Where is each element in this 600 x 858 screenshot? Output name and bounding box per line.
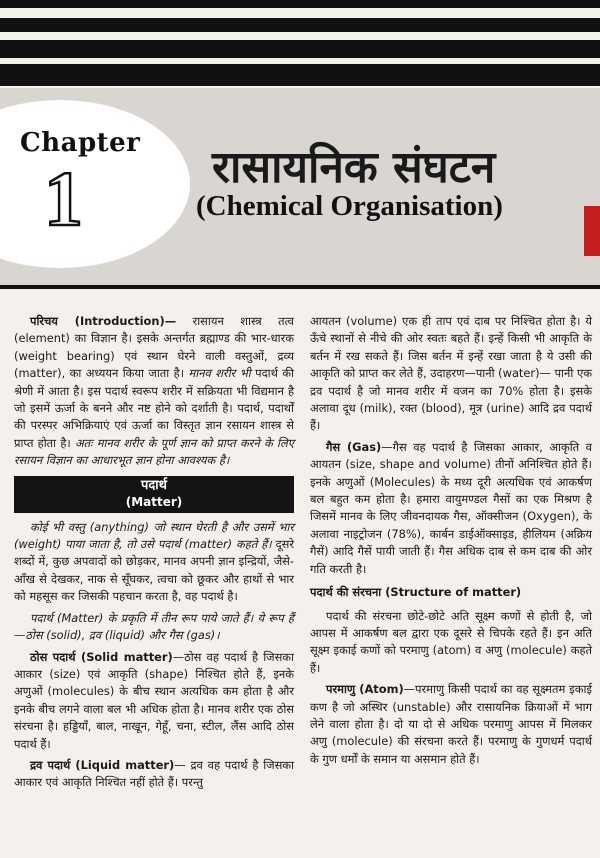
intro-heading: परिचय (Introduction)— [30,314,177,328]
matter-heading-hindi: पदार्थ [141,477,167,493]
chapter-title-english: (Chemical Organisation) [196,190,503,222]
liquid-heading: द्रव पदार्थ (Liquid matter) [30,757,175,772]
chapter-title-hindi: रासायनिक संघटन [212,142,496,193]
intro-text-2: पदार्थ की श्रेणी में आता है। इस पदार्थ स्वरूप शरीर में सक्रियता भी विद्यमान है जो इसमें ऊर्जा के बनने और नष्ट होने को दर्शाती है। पदार्थ, पदार्थों की परस्पर अभिक्रियाएं एवं ऊर्जा का विस्तृत ज्ञान रसायन शास्त्र से प्राप्त होता है। [14,366,295,450]
right-column [310,313,592,772]
atom-text: —परमाणु किसी पदार्थ का वह सूक्ष्मतम इकाई कण है जो अस्थिर (unstable) और रासायनिक क्रियाओं में भाग लेने वाला होता है। दो या दो से अधिक परमाणु आपस में मिलकर अणु (molecule) की संरचना करते हैं। परमाणु के गुणधर्म पदार्थ के गुण धर्मों के समान या असमान होते हैं। [310,682,592,766]
intro-text: रासायन शास्त्र तत्व (element) का विज्ञान है। इसके अन्तर्गत ब्रह्माण्ड की भार-धारक (weight bearing) एवं स्थान घेरने वाली वस्तुओं, द्रव्य (matter), का अध्ययन किया जाता है। [14,314,294,381]
gas-heading: गैस (Gas) [326,439,382,454]
matter-definition [14,519,294,606]
matter-forms [14,610,294,645]
header-stripe-2 [0,18,600,32]
chapter-label: Chapter [20,128,141,158]
liquid-text: — द्रव वह पदार्थ है जिसका आकार एवं आकृति निश्चित नहीं होते हैं। परन्तु [14,757,294,790]
solid-paragraph [14,649,294,753]
intro-italic: मानव शरीर भी [188,366,251,381]
left-column [14,313,294,796]
intro-italic-2: अतः मानव शरीर के पूर्ण ज्ञान को प्राप्त करने के लिए रसायन विज्ञान का आधारभूत ज्ञान होना आवश्यक है। [14,435,294,468]
page-edge-tab [584,206,600,256]
header-stripe-3 [0,40,600,58]
matter-definition-text: दूसरे शब्दों में, कुछ अपवादों को छोड़कर, मानव अपनी ज्ञान इन्द्रियों, जैसे-आँख से देखकर, नाक से सूँघकर, त्वचा को छूकर और हाथों से भार को महसूस कर जिसकी पहचान करता है, वह पदार्थ है। [14,537,295,604]
solid-text: —ठोस वह पदार्थ है जिसका आकार (size) एवं आकृति (shape) निश्चित होते हैं, इनके अणुओं (molecules) के बीच स्थान अत्यधिक कम होता है और इनके बीच लगने वाला बल भी अधिक होता है। मानव शरीर एक ठोस संरचना है। हड्डियाँ, बाल, नाखून, गेहूँ, चना, स्टील, लैंस आदि ठोस पदार्थ हैं। [14,649,294,751]
matter-heading-english: (Matter) [125,494,183,509]
atom-heading: परमाणु (Atom) [326,682,404,697]
gas-paragraph [310,439,592,578]
header-stripe-1 [0,0,600,8]
matter-forms-text: पदार्थ (Matter) के प्रकृति में तीन रूप पाये जाते हैं। ये रूप हैं—ठोस (solid), द्रव (liquid) और गैस (gas)। [14,610,294,643]
matter-heading-box [14,476,294,513]
header-stripe-4 [0,64,600,86]
structure-paragraph: पदार्थ की संरचना छोटे-छोटे अति सूक्ष्म कणों से होती है, जो आपस में आकर्षण बल द्वारा एक दूसरे से चिपके रहते हैं। इन अति सूक्ष्म इकाई कणों को परमाणु (atom) व अणु (molecule) कहते हैं। [310,608,592,675]
solid-heading: ठोस पदार्थ (Solid matter) [30,649,173,664]
chapter-number: 1 [44,155,83,242]
structure-heading: पदार्थ की संरचना (Structure of matter) [310,585,522,600]
matter-definition-italic: कोई भी वस्तु (anything) जो स्थान घेरती है और उसमें भार (weight) पाया जाता है, तो उसे पदार्थ (matter) कहते हैं। [14,519,294,552]
atom-paragraph [310,681,592,768]
liquid-paragraph [14,757,294,792]
title-band-rule [0,285,600,289]
liquid-continued: आयतन (volume) एक ही ताप एवं दाब पर निश्चित होता है। ये ऊँचे स्थानों से नीचे की ओर स्वतः बहते हैं। इन्हें किसी भी आकृति के बर्तन में रख सकते हैं। जिस बर्तन में इन्हें रखा जाता है ये उसी की आकृति को प्राप्त कर लेते हैं, उदाहरण—पानी (water)— पानी एक द्रव पदार्थ है जो मानव शरीर में वजन का 70% होता है। इसके अलावा दूध (milk), रक्त (blood), मूत्र (urine) आदि द्रव पदार्थ हैं। [310,314,592,433]
intro-paragraph [14,313,294,470]
gas-text: —गैस वह पदार्थ है जिसका आकार, आकृति व आयतन (size, shape and volume) तीनों अनिश्चित होते हैं। इनके अणुओं (Molecules) के मध्य दूरी अत्यधिक एवं आकर्षण बल बहुत कम होता है। हमारा वायुमण्डल गैसों का एक मिश्रण है जिसमें मानव के लिए जीवनदायक गैस, ऑक्सीजन (Oxygen), के अलावा नाइट्रोजन (78%), कार्बन डाईऑक्साइड, हीलियम (अक्रिय गैसें) आदि गैसें पायी जाती हैं। गैस अधिक दाब से कम दाब की ओर गति करती है। [310,439,592,576]
